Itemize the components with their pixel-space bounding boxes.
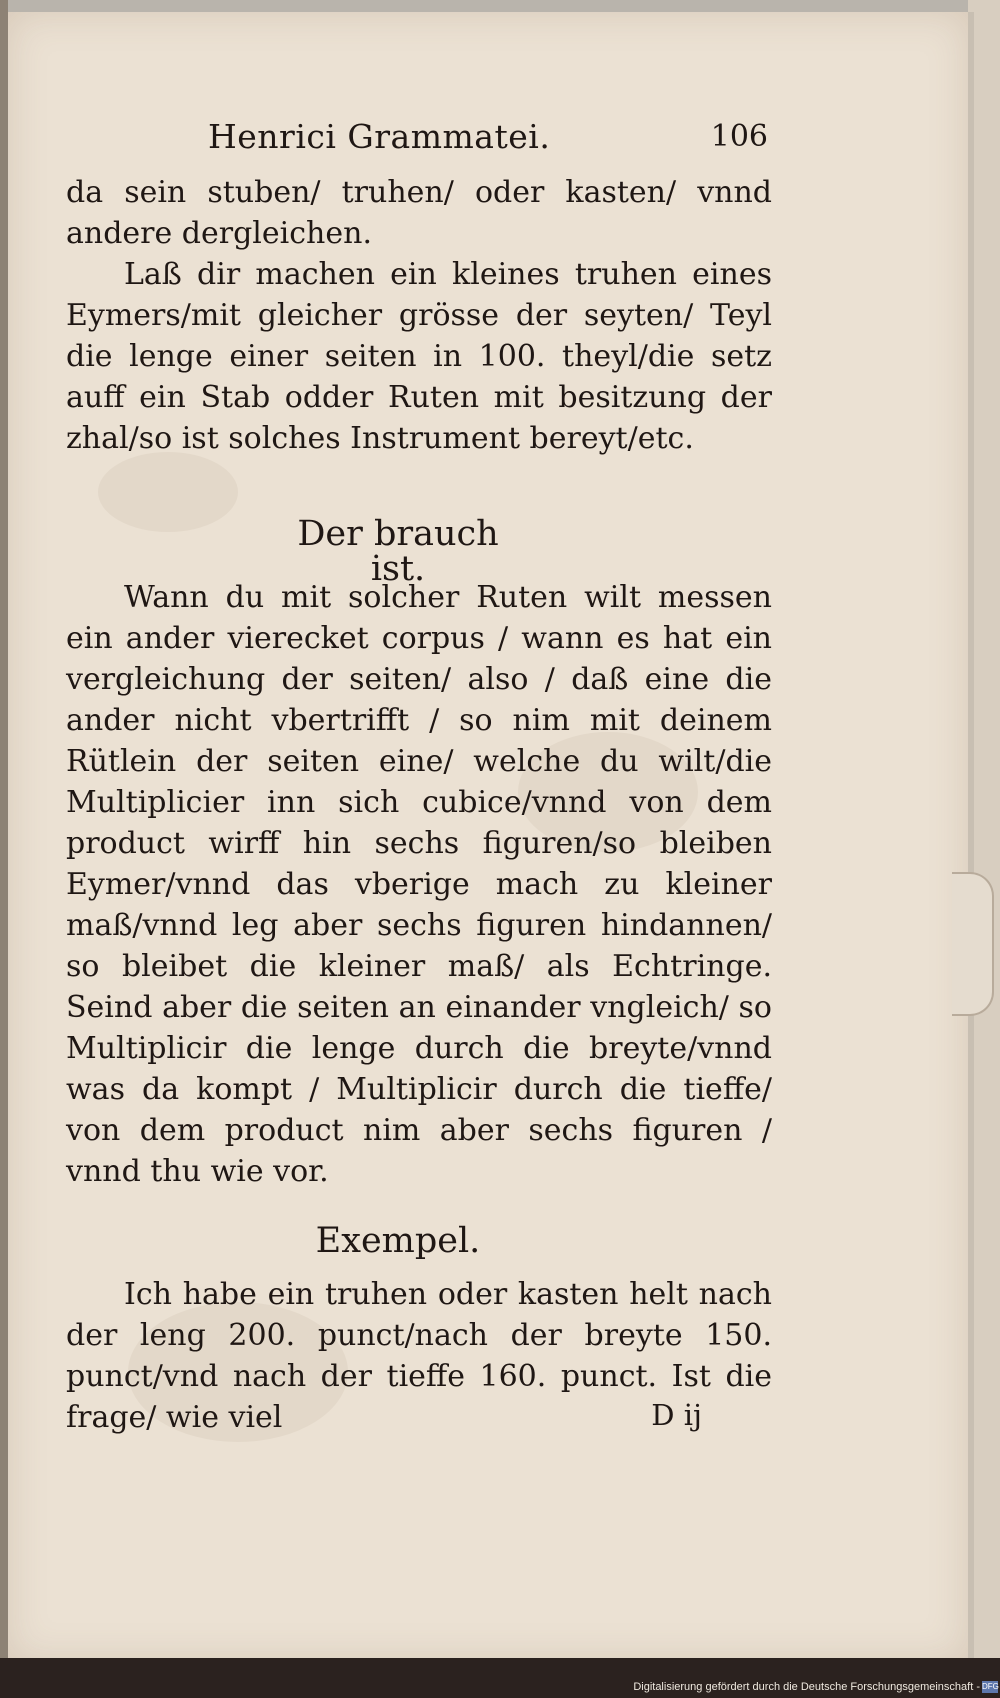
running-head: Henrici Grammatei.	[208, 117, 551, 156]
page-tab	[952, 872, 994, 1016]
section-2-paragraph: Ich habe ein truhen oder kasten helt nach der leng 200. punct/nach der breyte 150. punct/vnd nach der tieffe 160. punct. Ist die frage/ wie viel	[66, 1277, 772, 1435]
section-heading-der-brauch: Der brauch ist.	[297, 514, 499, 589]
signature-mark: D ij	[651, 1398, 702, 1432]
section-1-text	[66, 577, 772, 1192]
section-heading-exempel: Exempel.	[315, 1221, 481, 1261]
book-page	[8, 12, 974, 1666]
page-stain	[98, 452, 238, 532]
page-header	[208, 117, 778, 162]
paragraph-1: da sein stuben/ truhen/ oder kasten/ vnnd andere dergleichen.	[66, 175, 772, 251]
footer-credit: Digitalisierung gefördert durch die Deutsche Forschungsgemeinschaft -	[633, 1681, 980, 1693]
dfg-badge: DFG	[982, 1682, 999, 1691]
section-1-paragraph: Wann du mit solcher Ruten wilt messen ein ander vierecket corpus / wann es hat ein vergleichung der seiten/ also / daß eine die ander nicht vbertrifft / so nim mit deinem Rütlein der seiten eine/ welche du wilt/die Multiplicier inn sich cubice/vnnd von dem product wirff hin sechs figuren/so bleiben Eymer/vnnd das vberige mach zu kleiner maß/vnnd leg aber sechs figuren hindannen/ so bleibet die kleiner maß/ als Echtringe. Seind aber die seiten an einander vngleich/ so Multiplicir die lenge durch die breyte/vnnd was da kompt / Multiplicir durch die tieffe/ von dem product nim aber sechs figuren / vnnd thu wie vor.	[66, 580, 772, 1189]
opening-text	[66, 172, 772, 459]
paragraph-2: Laß dir machen ein kleines truhen eines Eymers/mit gleicher grösse der seyten/ Teyl die lenge einer seiten in 100. theyl/die setz auff ein Stab odder Ruten mit besitzung der zhal/so ist solches Instrument bereyt/etc.	[66, 257, 772, 456]
page-number: 106	[710, 119, 768, 154]
